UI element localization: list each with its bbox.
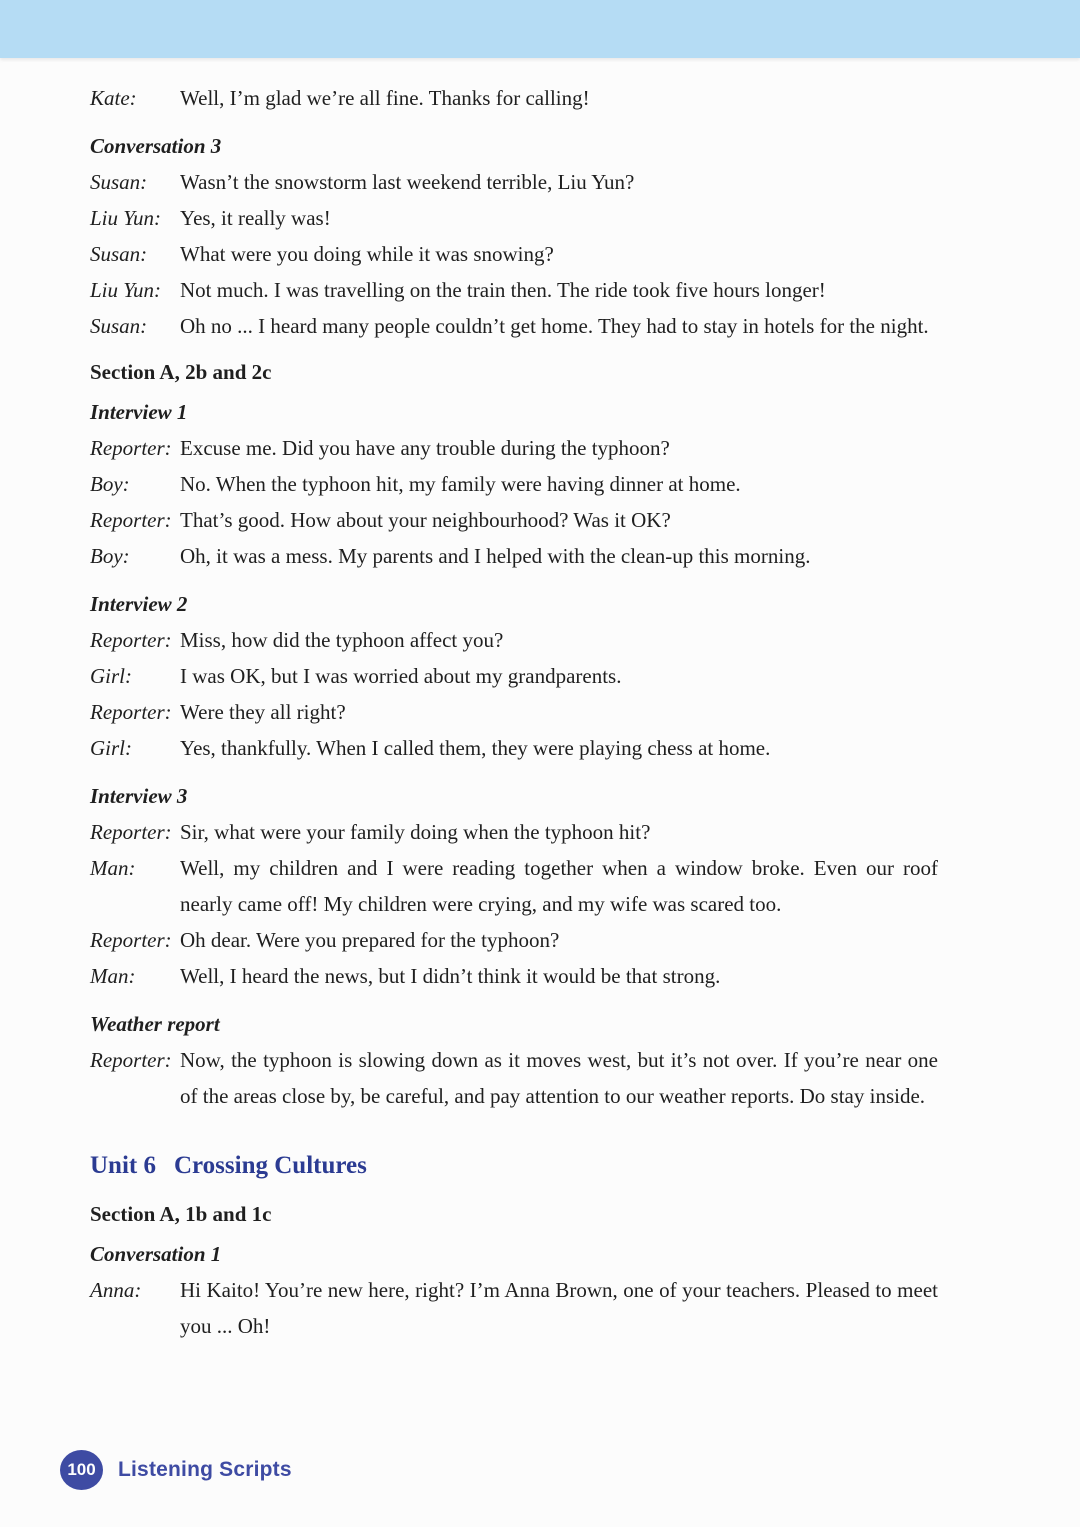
dialogue-text: Not much. I was travelling on the train then. The ride took five hours longer! bbox=[180, 278, 826, 302]
speaker-label: Susan: bbox=[90, 314, 148, 338]
dialogue-text: Hi Kaito! You’re new here, right? I’m Anna Brown, one of your teachers. Pleased to meet you ... Oh! bbox=[180, 1278, 938, 1338]
dialogue-text: Well, I heard the news, but I didn’t think it would be that strong. bbox=[180, 964, 721, 988]
speaker-label: Girl: bbox=[90, 736, 132, 760]
dialogue-line bbox=[90, 466, 938, 502]
dialogue-line bbox=[90, 200, 938, 236]
dialogue-text: Yes, thankfully. When I called them, they were playing chess at home. bbox=[180, 736, 771, 760]
speaker-label: Man: bbox=[90, 856, 136, 880]
dialogue-text: Oh dear. Were you prepared for the typhoon? bbox=[180, 928, 560, 952]
speaker-label: Reporter: bbox=[90, 700, 172, 724]
dialogue-text: Well, my children and I were reading together when a window broke. Even our roof nearly came off! My children were crying, and my wife was scared too. bbox=[180, 856, 938, 916]
subsection-heading: Interview 3 bbox=[90, 784, 188, 808]
speaker-label: Kate: bbox=[90, 86, 137, 110]
speaker-label: Anna: bbox=[90, 1278, 142, 1302]
speaker-label: Liu Yun: bbox=[90, 206, 162, 230]
section-heading: Section A, 1b and 1c bbox=[90, 1202, 272, 1226]
dialogue-text: What were you doing while it was snowing? bbox=[180, 242, 554, 266]
footer-section-label: Listening Scripts bbox=[118, 1458, 292, 1481]
dialogue-line bbox=[90, 622, 938, 658]
dialogue-line bbox=[90, 1042, 938, 1114]
dialogue-text: Now, the typhoon is slowing down as it moves west, but it’s not over. If you’re near one of the areas close by, be careful, and pay attention to our weather reports. Do stay inside. bbox=[180, 1048, 938, 1108]
dialogue-line bbox=[90, 730, 938, 766]
speaker-label: Liu Yun: bbox=[90, 278, 162, 302]
page-number-badge bbox=[60, 1450, 103, 1490]
dialogue-text: Oh no ... I heard many people couldn’t get home. They had to stay in hotels for the night. bbox=[180, 314, 929, 338]
dialogue-line bbox=[90, 694, 938, 730]
speaker-label: Reporter: bbox=[90, 928, 172, 952]
dialogue-text: Excuse me. Did you have any trouble during the typhoon? bbox=[180, 436, 670, 460]
top-banner bbox=[0, 0, 1080, 58]
dialogue-text: Well, I’m glad we’re all fine. Thanks for calling! bbox=[180, 86, 590, 110]
speaker-label: Girl: bbox=[90, 664, 132, 688]
subsection-heading: Conversation 1 bbox=[90, 1242, 222, 1266]
dialogue-line bbox=[90, 430, 938, 466]
dialogue-line bbox=[90, 1272, 938, 1344]
section-heading: Section A, 2b and 2c bbox=[90, 360, 272, 384]
dialogue-line bbox=[90, 236, 938, 272]
speaker-label: Boy: bbox=[90, 472, 130, 496]
dialogue-line bbox=[90, 538, 938, 574]
unit-heading bbox=[90, 1146, 938, 1186]
dialogue-line bbox=[90, 658, 938, 694]
dialogue-text: That’s good. How about your neighbourhood? Was it OK? bbox=[180, 508, 671, 532]
subsection-heading: Interview 1 bbox=[90, 400, 188, 424]
dialogue-text: Wasn’t the snowstorm last weekend terrible, Liu Yun? bbox=[180, 170, 635, 194]
listening-script-content bbox=[90, 80, 938, 1344]
subsection-heading: Weather report bbox=[90, 1012, 220, 1036]
subsection-heading: Interview 2 bbox=[90, 592, 188, 616]
dialogue-text: No. When the typhoon hit, my family were having dinner at home. bbox=[180, 472, 741, 496]
speaker-label: Reporter: bbox=[90, 508, 172, 532]
dialogue-line bbox=[90, 814, 938, 850]
dialogue-line bbox=[90, 922, 938, 958]
page-footer bbox=[60, 1450, 292, 1490]
dialogue-line bbox=[90, 272, 938, 308]
speaker-label: Reporter: bbox=[90, 628, 172, 652]
dialogue-text: Were they all right? bbox=[180, 700, 346, 724]
speaker-label: Reporter: bbox=[90, 1048, 172, 1072]
dialogue-text: Sir, what were your family doing when the typhoon hit? bbox=[180, 820, 651, 844]
dialogue-text: I was OK, but I was worried about my grandparents. bbox=[180, 664, 622, 688]
dialogue-text: Miss, how did the typhoon affect you? bbox=[180, 628, 504, 652]
page-number: 100 bbox=[67, 1460, 96, 1479]
dialogue-line bbox=[90, 850, 938, 922]
dialogue-line bbox=[90, 308, 938, 344]
subsection-heading: Conversation 3 bbox=[90, 134, 222, 158]
dialogue-line bbox=[90, 958, 938, 994]
speaker-label: Susan: bbox=[90, 242, 148, 266]
unit-number: Unit 6 bbox=[90, 1152, 156, 1179]
dialogue-line bbox=[90, 80, 938, 116]
dialogue-text: Yes, it really was! bbox=[180, 206, 331, 230]
speaker-label: Man: bbox=[90, 964, 136, 988]
speaker-label: Susan: bbox=[90, 170, 148, 194]
unit-title: Crossing Cultures bbox=[173, 1152, 367, 1179]
speaker-label: Boy: bbox=[90, 544, 130, 568]
speaker-label: Reporter: bbox=[90, 436, 172, 460]
dialogue-text: Oh, it was a mess. My parents and I helped with the clean-up this morning. bbox=[180, 544, 811, 568]
speaker-label: Reporter: bbox=[90, 820, 172, 844]
dialogue-line bbox=[90, 502, 938, 538]
dialogue-line bbox=[90, 164, 938, 200]
